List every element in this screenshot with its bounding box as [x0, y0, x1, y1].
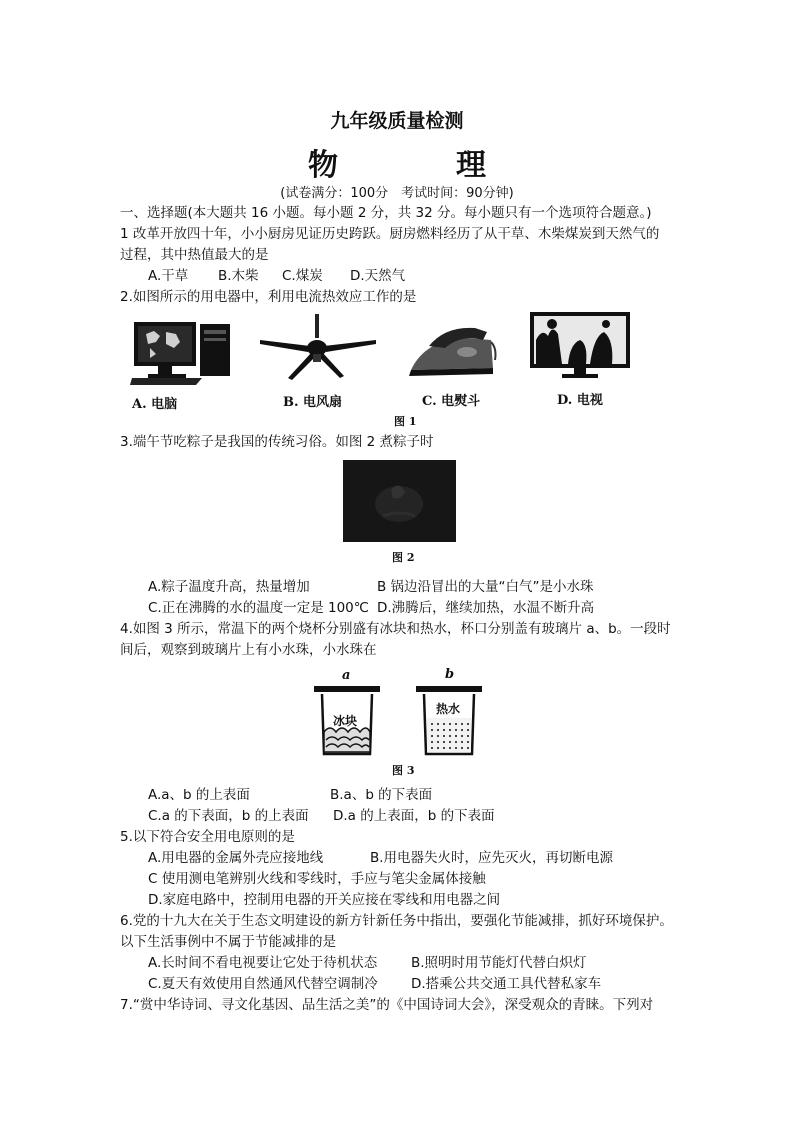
beaker-hot-water-icon [414, 684, 484, 756]
q4-option-c: C.a 的下表面，b 的上表面 [148, 808, 309, 824]
q1-option-d: D.天然气 [350, 268, 406, 284]
q1-option-b: B.木柴 [218, 268, 259, 284]
q1-option-c: C.煤炭 [282, 268, 323, 284]
q6-option-a: A.长时间不看电视要让它处于待机状态 [148, 955, 378, 971]
glass-label-a: a [342, 668, 351, 683]
glass-label-b: b [445, 667, 455, 682]
q6-option-d: D.搭乘公共交通工具代替私家车 [411, 976, 602, 992]
q3-option-a: A.粽子温度升高，热量增加 [148, 579, 310, 595]
q2-stem: 2.如图所示的用电器中，利用电流热效应工作的是 [120, 289, 417, 305]
figure-2-label: 图 2 [392, 551, 415, 564]
section-heading: 一、选择题(本大题共 16 小题。每小题 2 分，共 32 分。每小题只有一个选项符合题意。) [120, 205, 652, 221]
q2-caption-b: B. 电风扇 [283, 395, 343, 410]
q5-option-b: B.用电器失火时，应先灭火，再切断电源 [370, 850, 614, 866]
beaker-hot-water-label: 热水 [436, 702, 461, 716]
q6-option-b: B.照明时用节能灯代替白炽灯 [411, 955, 587, 971]
q7-line1: 7.“赏中华诗词、寻文化基因、品生活之美”的《中国诗词大会》，深受观众的青睐。下列对 [120, 997, 654, 1013]
computer-icon [128, 320, 238, 386]
q6-line2: 以下生活事例中不属于节能减排的是 [120, 934, 336, 950]
figure-3-label: 图 3 [392, 764, 415, 777]
q5-option-d: D.家庭电路中，控制用电器的开关应接在零线和用电器之间 [148, 892, 501, 908]
q5-option-a: A.用电器的金属外壳应接地线 [148, 850, 324, 866]
q4-option-a: A.a、b 的上表面 [148, 787, 250, 803]
iron-icon [405, 318, 497, 380]
q1-line2: 过程，其中热值最大的是 [120, 247, 269, 263]
tv-icon [528, 310, 632, 380]
q2-caption-a: A. 电脑 [132, 397, 178, 412]
q5-option-c: C 使用测电笔辨别火线和零线时，手应与笔尖金属体接触 [148, 871, 486, 887]
q4-line2: 间后，观察到玻璃片上有小水珠，小水珠在 [120, 642, 377, 658]
q6-option-c: C.夏天有效使用自然通风代替空调制冷 [148, 976, 378, 992]
q2-caption-c: C. 电熨斗 [422, 394, 481, 409]
q2-caption-d: D. 电视 [557, 393, 603, 408]
exam-title: 九年级质量检测 [330, 110, 464, 132]
q5-stem: 5.以下符合安全用电原则的是 [120, 829, 295, 845]
figure-1-label: 图 1 [394, 415, 417, 428]
ceiling-fan-icon [258, 314, 378, 386]
exam-info: (试卷满分：100分 考试时间：90分钟) [280, 186, 514, 201]
q6-line1: 6.党的十九大在关于生态文明建设的新方针新任务中指出，要强化节能减排，抓好环境保护。 [120, 913, 673, 929]
beaker-ice-label: 冰块 [333, 714, 358, 728]
q3-option-b: B 锅边沿冒出的大量“白气”是小水珠 [377, 579, 594, 595]
q4-option-b: B.a、b 的下表面 [330, 787, 433, 803]
q3-stem: 3.端午节吃粽子是我国的传统习俗。如图 2 煮粽子时 [120, 434, 434, 450]
q1-option-a: A.干草 [148, 268, 189, 284]
steaming-pot-photo [343, 460, 456, 542]
q3-option-d: D.沸腾后，继续加热，水温不断升高 [377, 600, 595, 616]
q1-line1: 1 改革开放四十年，小小厨房见证历史跨跃。厨房燃料经历了从干草、木柴煤炭到天然气的 [120, 226, 660, 242]
q3-option-c: C.正在沸腾的水的温度一定是 100℃ [148, 600, 369, 616]
q4-option-d: D.a 的上表面，b 的下表面 [333, 808, 495, 824]
subject-title: 物 理 [308, 148, 530, 183]
q4-line1: 4.如图 3 所示，常温下的两个烧杯分别盛有冰块和热水，杯口分别盖有玻璃片 a、b。一段时 [120, 621, 671, 637]
